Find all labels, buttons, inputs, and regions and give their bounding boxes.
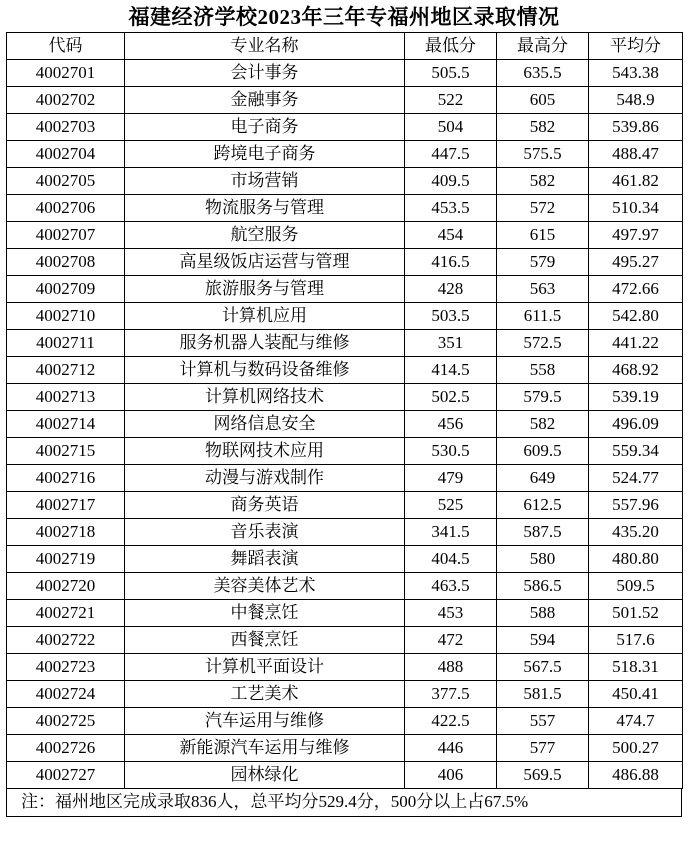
major-cell: 新能源汽车运用与维修 [125,735,405,762]
code-cell: 4002709 [7,276,125,303]
min-score-cell: 377.5 [405,681,497,708]
max-score-cell: 605 [497,87,589,114]
code-cell: 4002704 [7,141,125,168]
min-score-cell: 406 [405,762,497,789]
max-score-cell: 587.5 [497,519,589,546]
table-row [7,168,683,195]
major-cell: 电子商务 [125,114,405,141]
max-score-cell: 579.5 [497,384,589,411]
major-cell: 计算机网络技术 [125,384,405,411]
max-score-cell: 612.5 [497,492,589,519]
min-score-cell: 472 [405,627,497,654]
code-cell: 4002714 [7,411,125,438]
table-row [7,735,683,762]
avg-score-cell: 495.27 [589,249,683,276]
min-score-cell: 454 [405,222,497,249]
avg-score-cell: 472.66 [589,276,683,303]
table-row [7,492,683,519]
major-cell: 市场营销 [125,168,405,195]
max-score-cell: 582 [497,168,589,195]
table-row [7,627,683,654]
min-score-cell: 530.5 [405,438,497,465]
min-score-cell: 488 [405,654,497,681]
max-score-cell: 563 [497,276,589,303]
code-cell: 4002711 [7,330,125,357]
max-score-cell: 579 [497,249,589,276]
major-cell: 计算机应用 [125,303,405,330]
table-row [7,87,683,114]
major-cell: 音乐表演 [125,519,405,546]
avg-score-cell: 543.38 [589,60,683,87]
max-score-cell: 577 [497,735,589,762]
code-cell: 4002712 [7,357,125,384]
max-score-cell: 569.5 [497,762,589,789]
min-score-cell: 447.5 [405,141,497,168]
avg-score-cell: 468.92 [589,357,683,384]
avg-score-cell: 557.96 [589,492,683,519]
page-title: 福建经济学校2023年三年专福州地区录取情况 [128,5,560,29]
max-score-cell: 586.5 [497,573,589,600]
max-score-cell: 609.5 [497,438,589,465]
code-cell: 4002717 [7,492,125,519]
code-cell: 4002724 [7,681,125,708]
major-cell: 会计事务 [125,60,405,87]
major-cell: 园林绿化 [125,762,405,789]
code-cell: 4002715 [7,438,125,465]
table-header [7,33,683,60]
table-row [7,465,683,492]
avg-score-cell: 501.52 [589,600,683,627]
code-cell: 4002719 [7,546,125,573]
min-score-cell: 525 [405,492,497,519]
max-score-cell: 581.5 [497,681,589,708]
avg-score-cell: 539.86 [589,114,683,141]
max-score-cell: 557 [497,708,589,735]
table-row [7,222,683,249]
code-cell: 4002710 [7,303,125,330]
code-cell: 4002721 [7,600,125,627]
avg-score-cell: 539.19 [589,384,683,411]
table-row [7,519,683,546]
column-header-major: 专业名称 [125,33,405,60]
avg-score-cell: 435.20 [589,519,683,546]
major-cell: 美容美体艺术 [125,573,405,600]
major-cell: 舞蹈表演 [125,546,405,573]
min-score-cell: 502.5 [405,384,497,411]
min-score-cell: 453.5 [405,195,497,222]
table-row [7,141,683,168]
avg-score-cell: 486.88 [589,762,683,789]
avg-score-cell: 510.34 [589,195,683,222]
major-cell: 跨境电子商务 [125,141,405,168]
min-score-cell: 453 [405,600,497,627]
min-score-cell: 456 [405,411,497,438]
code-cell: 4002713 [7,384,125,411]
max-score-cell: 649 [497,465,589,492]
avg-score-cell: 524.77 [589,465,683,492]
min-score-cell: 505.5 [405,60,497,87]
max-score-cell: 582 [497,411,589,438]
max-score-cell: 575.5 [497,141,589,168]
max-score-cell: 635.5 [497,60,589,87]
avg-score-cell: 559.34 [589,438,683,465]
code-cell: 4002727 [7,762,125,789]
max-score-cell: 572 [497,195,589,222]
major-cell: 旅游服务与管理 [125,276,405,303]
code-cell: 4002716 [7,465,125,492]
code-cell: 4002706 [7,195,125,222]
table-row [7,411,683,438]
avg-score-cell: 474.7 [589,708,683,735]
avg-score-cell: 509.5 [589,573,683,600]
min-score-cell: 428 [405,276,497,303]
min-score-cell: 404.5 [405,546,497,573]
max-score-cell: 580 [497,546,589,573]
code-cell: 4002707 [7,222,125,249]
admission-score-table [6,32,683,789]
min-score-cell: 479 [405,465,497,492]
code-cell: 4002720 [7,573,125,600]
avg-score-cell: 500.27 [589,735,683,762]
major-cell: 动漫与游戏制作 [125,465,405,492]
table-row [7,573,683,600]
table-row [7,384,683,411]
column-header-code: 代码 [7,33,125,60]
major-cell: 汽车运用与维修 [125,708,405,735]
major-cell: 高星级饭店运营与管理 [125,249,405,276]
max-score-cell: 615 [497,222,589,249]
avg-score-cell: 441.22 [589,330,683,357]
min-score-cell: 463.5 [405,573,497,600]
code-cell: 4002703 [7,114,125,141]
major-cell: 物流服务与管理 [125,195,405,222]
min-score-cell: 341.5 [405,519,497,546]
column-header-max-score: 最高分 [497,33,589,60]
avg-score-cell: 450.41 [589,681,683,708]
avg-score-cell: 488.47 [589,141,683,168]
max-score-cell: 594 [497,627,589,654]
max-score-cell: 572.5 [497,330,589,357]
table-row [7,654,683,681]
code-cell: 4002702 [7,87,125,114]
min-score-cell: 414.5 [405,357,497,384]
avg-score-cell: 461.82 [589,168,683,195]
avg-score-cell: 518.31 [589,654,683,681]
avg-score-cell: 496.09 [589,411,683,438]
min-score-cell: 422.5 [405,708,497,735]
table-row [7,114,683,141]
major-cell: 网络信息安全 [125,411,405,438]
avg-score-cell: 542.80 [589,303,683,330]
major-cell: 物联网技术应用 [125,438,405,465]
major-cell: 工艺美术 [125,681,405,708]
major-cell: 计算机与数码设备维修 [125,357,405,384]
min-score-cell: 416.5 [405,249,497,276]
table-row [7,708,683,735]
table-row [7,438,683,465]
major-cell: 中餐烹饪 [125,600,405,627]
table-row [7,681,683,708]
table-row [7,249,683,276]
table-row [7,546,683,573]
code-cell: 4002722 [7,627,125,654]
major-cell: 航空服务 [125,222,405,249]
avg-score-cell: 517.6 [589,627,683,654]
avg-score-cell: 548.9 [589,87,683,114]
min-score-cell: 522 [405,87,497,114]
max-score-cell: 588 [497,600,589,627]
code-cell: 4002725 [7,708,125,735]
table-row [7,330,683,357]
min-score-cell: 351 [405,330,497,357]
code-cell: 4002708 [7,249,125,276]
table-row [7,762,683,789]
column-header-min-score: 最低分 [405,33,497,60]
avg-score-cell: 480.80 [589,546,683,573]
major-cell: 商务英语 [125,492,405,519]
avg-score-cell: 497.97 [589,222,683,249]
table-row [7,600,683,627]
table-header-row [7,33,683,60]
code-cell: 4002701 [7,60,125,87]
table-row [7,303,683,330]
table-row [7,60,683,87]
max-score-cell: 567.5 [497,654,589,681]
major-cell: 服务机器人装配与维修 [125,330,405,357]
max-score-cell: 611.5 [497,303,589,330]
column-header-avg-score: 平均分 [589,33,683,60]
code-cell: 4002718 [7,519,125,546]
major-cell: 计算机平面设计 [125,654,405,681]
min-score-cell: 503.5 [405,303,497,330]
major-cell: 金融事务 [125,87,405,114]
max-score-cell: 558 [497,357,589,384]
table-row [7,276,683,303]
min-score-cell: 504 [405,114,497,141]
table-row [7,357,683,384]
code-cell: 4002726 [7,735,125,762]
major-cell: 西餐烹饪 [125,627,405,654]
max-score-cell: 582 [497,114,589,141]
code-cell: 4002705 [7,168,125,195]
table-body [7,60,683,789]
table-row [7,195,683,222]
min-score-cell: 409.5 [405,168,497,195]
min-score-cell: 446 [405,735,497,762]
code-cell: 4002723 [7,654,125,681]
table-footnote: 注：福州地区完成录取836人，总平均分529.4分，500分以上占67.5% [6,789,682,817]
